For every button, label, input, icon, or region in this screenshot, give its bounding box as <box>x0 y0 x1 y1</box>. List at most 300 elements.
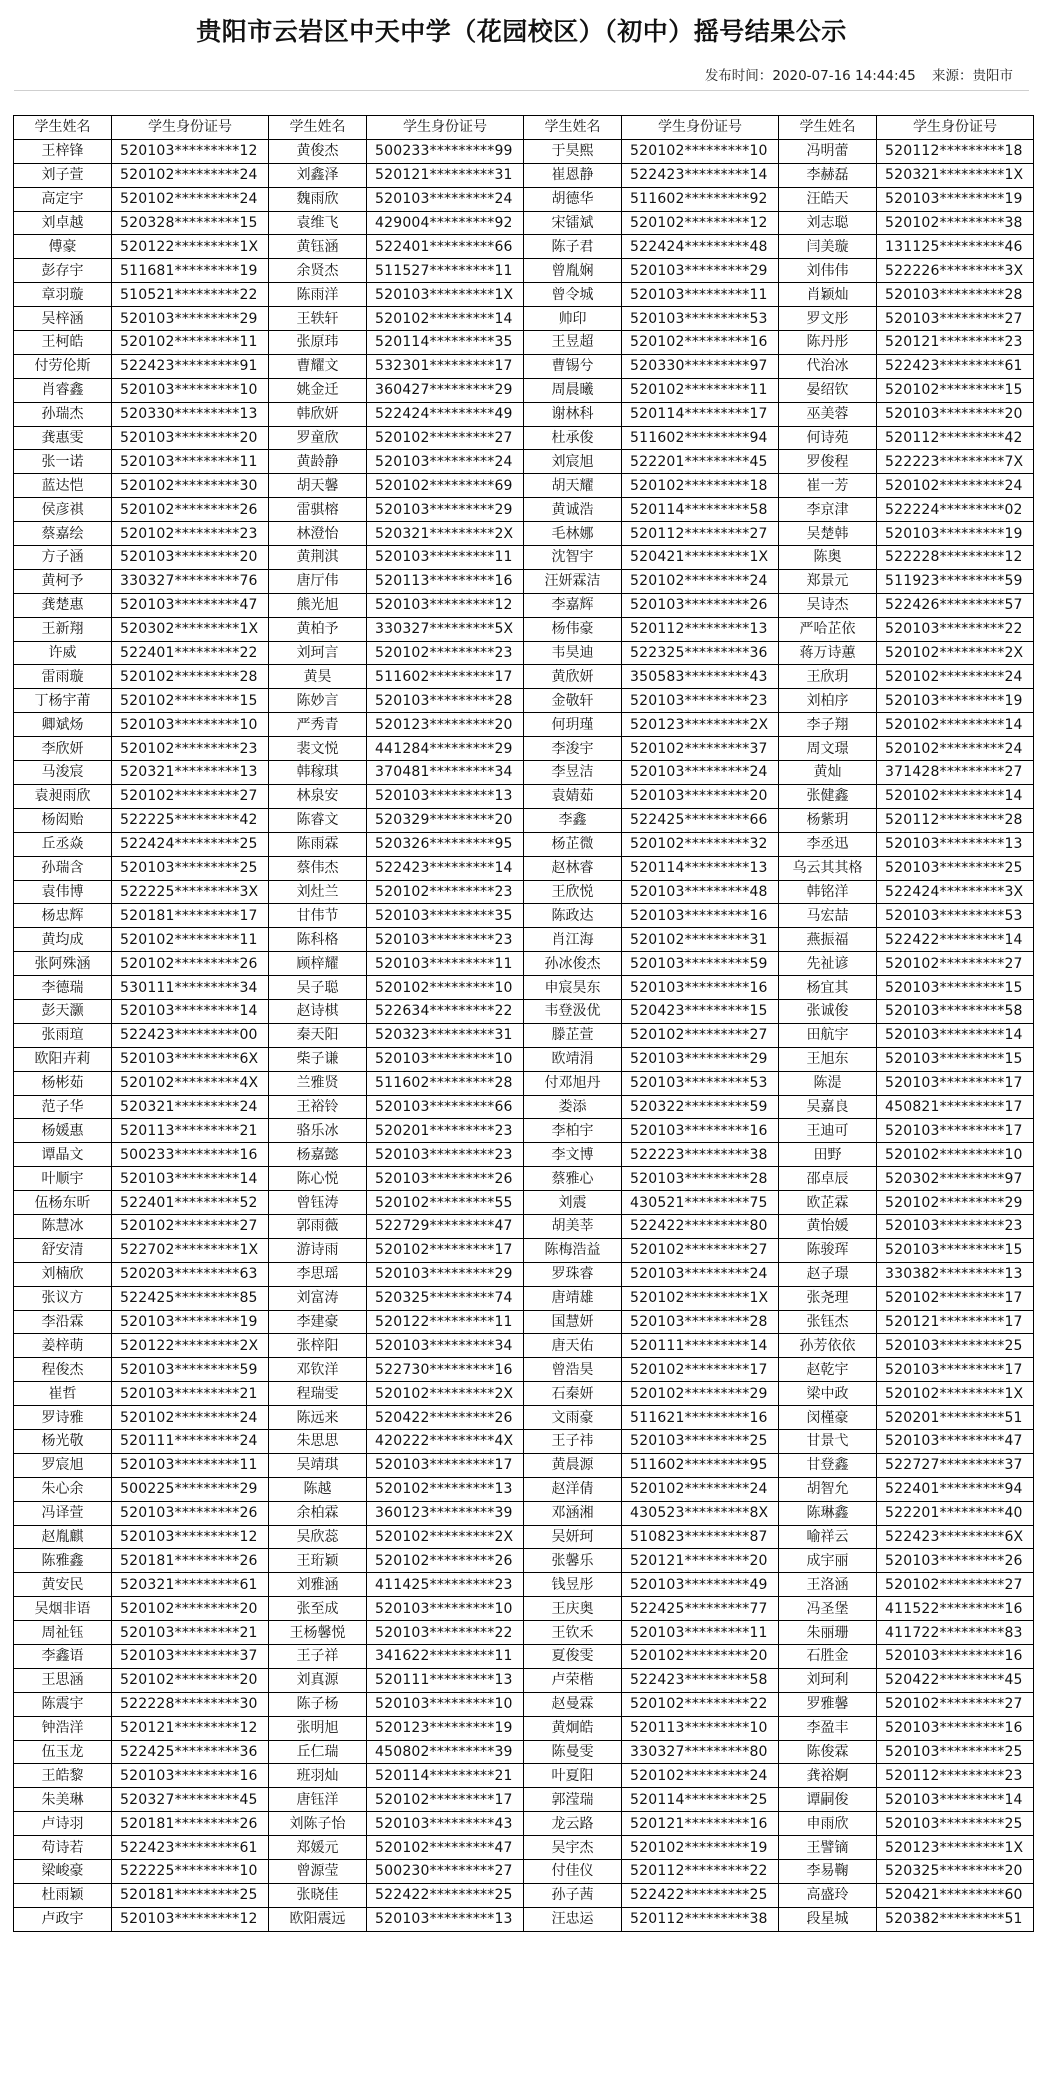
student-id-cell: 520102*********24 <box>622 1764 779 1788</box>
student-name-cell: 王皓黎 <box>14 1764 112 1788</box>
student-name-cell: 金敬轩 <box>524 689 622 713</box>
student-id-cell: 522425*********36 <box>112 1740 269 1764</box>
student-id-cell: 522423*********14 <box>367 856 524 880</box>
table-row <box>14 1812 1034 1836</box>
student-id-cell: 520382*********51 <box>877 1907 1034 1931</box>
student-name-cell: 韩铭洋 <box>779 880 877 904</box>
student-id-cell: 520103*********28 <box>622 1167 779 1191</box>
student-id-cell: 520103*********53 <box>622 1071 779 1095</box>
student-id-cell: 430521*********75 <box>622 1191 779 1215</box>
student-name-cell: 曾浩昊 <box>524 1358 622 1382</box>
student-name-cell: 娄添 <box>524 1095 622 1119</box>
student-name-cell: 雷骐榕 <box>269 498 367 522</box>
student-name-cell: 刘宸旭 <box>524 450 622 474</box>
table-row <box>14 1214 1034 1238</box>
student-id-cell: 520102*********20 <box>112 1597 269 1621</box>
student-name-cell: 朱丽珊 <box>779 1621 877 1645</box>
student-id-cell: 520103*********11 <box>367 952 524 976</box>
student-name-cell: 刘真源 <box>269 1668 367 1692</box>
student-name-cell: 朱美琳 <box>14 1788 112 1812</box>
student-id-cell: 330382*********13 <box>877 1262 1034 1286</box>
student-name-cell: 先祉谚 <box>779 952 877 976</box>
student-id-cell: 520103*********23 <box>877 1214 1034 1238</box>
student-name-cell: 甘伟节 <box>269 904 367 928</box>
student-id-cell: 520103*********59 <box>622 952 779 976</box>
student-name-cell: 付邓旭丹 <box>524 1071 622 1095</box>
student-id-cell: 520102*********13 <box>367 1477 524 1501</box>
student-name-cell: 李昱洁 <box>524 761 622 785</box>
student-name-cell: 曾胤娴 <box>524 259 622 283</box>
student-name-cell: 郭雨薇 <box>269 1214 367 1238</box>
student-id-cell: 520114*********21 <box>367 1764 524 1788</box>
student-name-cell: 杨闳贻 <box>14 808 112 832</box>
student-id-cell: 330327*********76 <box>112 569 269 593</box>
table-row <box>14 1406 1034 1430</box>
student-id-cell: 520103*********66 <box>367 1095 524 1119</box>
table-row <box>14 1095 1034 1119</box>
table-row <box>14 474 1034 498</box>
student-name-cell: 刘灶兰 <box>269 880 367 904</box>
student-id-cell: 520103*********16 <box>622 1119 779 1143</box>
student-id-cell: 520321*********61 <box>112 1573 269 1597</box>
student-id-cell: 520102*********24 <box>877 665 1034 689</box>
student-name-cell: 张阿殊涵 <box>14 952 112 976</box>
table-row <box>14 569 1034 593</box>
student-id-cell: 520327*********45 <box>112 1788 269 1812</box>
student-name-cell: 叶顺宇 <box>14 1167 112 1191</box>
table-row <box>14 1836 1034 1860</box>
student-name-cell: 陈科格 <box>269 928 367 952</box>
table-row <box>14 1262 1034 1286</box>
table-row <box>14 856 1034 880</box>
student-id-cell: 520102*********26 <box>367 1549 524 1573</box>
table-row <box>14 952 1034 976</box>
student-name-cell: 刘震 <box>524 1191 622 1215</box>
student-name-cell: 张诚俊 <box>779 999 877 1023</box>
student-name-cell: 舒安清 <box>14 1238 112 1262</box>
student-id-cell: 520102*********14 <box>877 784 1034 808</box>
student-id-cell: 520103*********35 <box>367 904 524 928</box>
page-title: 贵阳市云岩区中天中学（花园校区）（初中）摇号结果公示 <box>196 17 847 46</box>
student-name-cell: 王杨馨悦 <box>269 1621 367 1645</box>
student-id-cell: 520114*********35 <box>367 331 524 355</box>
student-name-cell: 王欣玥 <box>779 665 877 689</box>
student-id-cell: 511602*********28 <box>367 1071 524 1095</box>
student-name-cell: 欧阳震远 <box>269 1907 367 1931</box>
student-id-cell: 520102*********24 <box>877 737 1034 761</box>
student-id-cell: 522423*********00 <box>112 1023 269 1047</box>
student-id-cell: 520102*********10 <box>367 976 524 1000</box>
student-name-cell: 成宇丽 <box>779 1549 877 1573</box>
student-name-cell: 陈妙言 <box>269 689 367 713</box>
student-id-cell: 520103*********23 <box>367 928 524 952</box>
student-id-cell: 520123*********20 <box>367 713 524 737</box>
student-name-cell: 林泉安 <box>269 784 367 808</box>
student-id-cell: 520103*********25 <box>877 1740 1034 1764</box>
student-id-cell: 522422*********25 <box>622 1883 779 1907</box>
student-id-cell: 520102*********18 <box>622 474 779 498</box>
table-row <box>14 1334 1034 1358</box>
table-body <box>14 139 1034 1931</box>
student-id-cell: 520102*********38 <box>877 211 1034 235</box>
student-name-cell: 林澄怡 <box>269 522 367 546</box>
student-id-cell: 522423*********91 <box>112 354 269 378</box>
student-id-cell: 429004*********92 <box>367 211 524 235</box>
student-id-cell: 520103*********12 <box>112 1525 269 1549</box>
student-id-cell: 520201*********51 <box>877 1406 1034 1430</box>
student-name-cell: 张馨乐 <box>524 1549 622 1573</box>
student-id-cell: 520102*********28 <box>112 665 269 689</box>
student-name-cell: 孙瑞含 <box>14 856 112 880</box>
table-row <box>14 163 1034 187</box>
student-id-cell: 520103*********11 <box>622 1621 779 1645</box>
student-name-cell: 赵诗棋 <box>269 999 367 1023</box>
student-name-cell: 黄均成 <box>14 928 112 952</box>
student-name-cell: 陈子君 <box>524 235 622 259</box>
student-id-cell: 520103*********25 <box>877 1812 1034 1836</box>
student-id-cell: 520103*********28 <box>622 1310 779 1334</box>
student-name-cell: 张钰杰 <box>779 1310 877 1334</box>
student-name-cell: 黄诚浩 <box>524 498 622 522</box>
student-name-cell: 黄晨源 <box>524 1453 622 1477</box>
student-id-cell: 520102*********23 <box>367 880 524 904</box>
student-name-cell: 申宸昊东 <box>524 976 622 1000</box>
student-id-cell: 511527*********11 <box>367 259 524 283</box>
student-name-cell: 刘卓越 <box>14 211 112 235</box>
student-id-cell: 522401*********22 <box>112 641 269 665</box>
student-id-cell: 520102*********24 <box>622 1477 779 1501</box>
student-name-cell: 王欣悦 <box>524 880 622 904</box>
table-row <box>14 1764 1034 1788</box>
student-name-cell: 王轶轩 <box>269 307 367 331</box>
student-name-cell: 杨宜其 <box>779 976 877 1000</box>
student-id-cell: 520103*********6X <box>112 1047 269 1071</box>
divider <box>14 90 1029 91</box>
student-name-cell: 肖睿鑫 <box>14 378 112 402</box>
student-id-cell: 520103*********23 <box>367 1143 524 1167</box>
table-row <box>14 1286 1034 1310</box>
student-name-cell: 孙芳依依 <box>779 1334 877 1358</box>
student-id-cell: 520103*********17 <box>877 1071 1034 1095</box>
student-id-cell: 520102*********27 <box>877 1573 1034 1597</box>
student-name-cell: 曾令城 <box>524 283 622 307</box>
table-row <box>14 689 1034 713</box>
student-id-cell: 522424*********48 <box>622 235 779 259</box>
table-row <box>14 331 1034 355</box>
source-label: 来源： <box>932 68 973 84</box>
student-id-cell: 520181*********17 <box>112 904 269 928</box>
student-id-cell: 520102*********1X <box>877 1382 1034 1406</box>
student-id-cell: 520302*********97 <box>877 1167 1034 1191</box>
table-row <box>14 1143 1034 1167</box>
student-name-cell: 孙瑞杰 <box>14 402 112 426</box>
student-id-cell: 520103*********19 <box>877 187 1034 211</box>
student-id-cell: 522401*********66 <box>367 235 524 259</box>
student-name-cell: 邵卓辰 <box>779 1167 877 1191</box>
student-name-cell: 周文璟 <box>779 737 877 761</box>
student-name-cell: 燕振福 <box>779 928 877 952</box>
table-row <box>14 1716 1034 1740</box>
student-name-cell: 吴靖琪 <box>269 1453 367 1477</box>
table-row <box>14 354 1034 378</box>
student-name-cell: 田航宇 <box>779 1023 877 1047</box>
student-name-cell: 黄俊杰 <box>269 139 367 163</box>
student-name-cell: 刘鑫泽 <box>269 163 367 187</box>
student-id-cell: 520103*********49 <box>622 1573 779 1597</box>
student-name-cell: 许威 <box>14 641 112 665</box>
student-id-cell: 520102*********47 <box>367 1836 524 1860</box>
student-name-cell: 黄钰涵 <box>269 235 367 259</box>
student-name-cell: 谭晶文 <box>14 1143 112 1167</box>
student-name-cell: 郭滢瑞 <box>524 1788 622 1812</box>
student-id-cell: 520422*********45 <box>877 1668 1034 1692</box>
student-name-cell: 李建豪 <box>269 1310 367 1334</box>
student-name-cell: 张明旭 <box>269 1716 367 1740</box>
student-name-cell: 于昊熙 <box>524 139 622 163</box>
student-name-cell: 刘雅涵 <box>269 1573 367 1597</box>
student-name-cell: 黄昊 <box>269 665 367 689</box>
student-id-cell: 522228*********12 <box>877 546 1034 570</box>
table-row <box>14 211 1034 235</box>
student-id-cell: 520103*********29 <box>112 307 269 331</box>
student-name-cell: 杜承俊 <box>524 426 622 450</box>
student-name-cell: 何诗苑 <box>779 426 877 450</box>
student-name-cell: 张晓佳 <box>269 1883 367 1907</box>
student-name-cell: 吴梓涵 <box>14 307 112 331</box>
student-id-cell: 520330*********13 <box>112 402 269 426</box>
student-id-cell: 520103*********10 <box>112 378 269 402</box>
student-id-cell: 520102*********16 <box>622 331 779 355</box>
student-name-cell: 严哈芷依 <box>779 617 877 641</box>
student-name-cell: 喻祥云 <box>779 1525 877 1549</box>
student-id-cell: 520103*********12 <box>112 1907 269 1931</box>
student-id-cell: 520102*********19 <box>622 1836 779 1860</box>
student-id-cell: 520103*********24 <box>622 761 779 785</box>
student-id-cell: 420222*********4X <box>367 1429 524 1453</box>
student-name-cell: 刘志聪 <box>779 211 877 235</box>
student-id-cell: 520102*********12 <box>622 211 779 235</box>
student-id-cell: 520103*********22 <box>367 1621 524 1645</box>
student-id-cell: 520103*********48 <box>622 880 779 904</box>
student-name-cell: 巫美蓉 <box>779 402 877 426</box>
student-name-cell: 姜梓萌 <box>14 1334 112 1358</box>
student-name-cell: 赵曼霖 <box>524 1692 622 1716</box>
student-name-cell: 黄龄静 <box>269 450 367 474</box>
student-name-cell: 张至成 <box>269 1597 367 1621</box>
student-id-cell: 520103*********34 <box>367 1334 524 1358</box>
student-id-cell: 520121*********17 <box>877 1310 1034 1334</box>
student-name-cell: 侯彦祺 <box>14 498 112 522</box>
student-name-cell: 罗文彤 <box>779 307 877 331</box>
student-id-cell: 500233*********16 <box>112 1143 269 1167</box>
student-id-cell: 522730*********16 <box>367 1358 524 1382</box>
student-name-cell: 龚裕婀 <box>779 1764 877 1788</box>
student-id-cell: 520103*********26 <box>622 593 779 617</box>
student-name-cell: 汪忠运 <box>524 1907 622 1931</box>
student-name-cell: 傅豪 <box>14 235 112 259</box>
student-name-cell: 谢林科 <box>524 402 622 426</box>
student-name-cell: 帅印 <box>524 307 622 331</box>
student-name-cell: 李盈丰 <box>779 1716 877 1740</box>
student-name-cell: 李文博 <box>524 1143 622 1167</box>
student-id-cell: 520103*********37 <box>112 1645 269 1669</box>
student-id-cell: 520122*********2X <box>112 1334 269 1358</box>
student-id-cell: 520102*********10 <box>622 139 779 163</box>
student-id-cell: 522422*********14 <box>877 928 1034 952</box>
student-id-cell: 500225*********29 <box>112 1477 269 1501</box>
student-id-cell: 520103*********20 <box>112 426 269 450</box>
student-id-cell: 520103*********13 <box>367 1907 524 1931</box>
student-name-cell: 卿斌炀 <box>14 713 112 737</box>
student-name-cell: 孙冰俊杰 <box>524 952 622 976</box>
student-id-cell: 520102*********26 <box>112 498 269 522</box>
student-id-cell: 522727*********37 <box>877 1453 1034 1477</box>
student-name-cell: 朱心余 <box>14 1477 112 1501</box>
student-id-cell: 522225*********10 <box>112 1860 269 1884</box>
student-id-cell: 520112*********23 <box>877 1764 1034 1788</box>
student-id-cell: 520102*********37 <box>622 737 779 761</box>
student-id-cell: 532301*********17 <box>367 354 524 378</box>
student-name-cell: 朱思思 <box>269 1429 367 1453</box>
table-row <box>14 1023 1034 1047</box>
student-name-cell: 钱昱彤 <box>524 1573 622 1597</box>
student-name-cell: 曹锡兮 <box>524 354 622 378</box>
student-id-cell: 520112*********38 <box>622 1907 779 1931</box>
student-name-cell: 袁昶雨欣 <box>14 784 112 808</box>
student-id-cell: 522225*********3X <box>112 880 269 904</box>
student-name-cell: 韩稼琪 <box>269 761 367 785</box>
student-id-cell: 520103*********19 <box>877 689 1034 713</box>
student-name-cell: 郑景元 <box>779 569 877 593</box>
student-name-cell: 骆乐冰 <box>269 1119 367 1143</box>
student-name-cell: 欧芷霖 <box>779 1191 877 1215</box>
student-name-cell: 陈琳鑫 <box>779 1501 877 1525</box>
student-id-cell: 520102*********17 <box>367 1788 524 1812</box>
results-table <box>13 115 1034 1932</box>
student-id-cell: 520103*********10 <box>112 713 269 737</box>
student-id-cell: 520103*********25 <box>877 856 1034 880</box>
student-name-cell: 秦天阳 <box>269 1023 367 1047</box>
student-id-cell: 522425*********77 <box>622 1597 779 1621</box>
student-id-cell: 520103*********11 <box>112 1453 269 1477</box>
student-id-cell: 522423*********14 <box>622 163 779 187</box>
student-id-cell: 520102*********15 <box>112 689 269 713</box>
student-name-cell: 范子华 <box>14 1095 112 1119</box>
student-name-cell: 刘子萱 <box>14 163 112 187</box>
student-name-cell: 刘楠欣 <box>14 1262 112 1286</box>
student-id-cell: 520102*********23 <box>367 641 524 665</box>
student-name-cell: 崔哲 <box>14 1382 112 1406</box>
student-name-cell: 欧阳卉莉 <box>14 1047 112 1071</box>
student-name-cell: 付劳伦斯 <box>14 354 112 378</box>
student-id-cell: 520112*********27 <box>622 522 779 546</box>
student-name-cell: 陈政达 <box>524 904 622 928</box>
student-name-cell: 罗宸旭 <box>14 1453 112 1477</box>
student-id-cell: 520111*********14 <box>622 1334 779 1358</box>
student-name-cell: 王柯皓 <box>14 331 112 355</box>
table-row <box>14 259 1034 283</box>
student-id-cell: 520102*********27 <box>877 952 1034 976</box>
student-name-cell: 兰雅贤 <box>269 1071 367 1095</box>
student-id-cell: 520114*********13 <box>622 856 779 880</box>
student-id-cell: 520114*********17 <box>622 402 779 426</box>
student-name-cell: 罗诗雅 <box>14 1406 112 1430</box>
table-row <box>14 808 1034 832</box>
table-row <box>14 522 1034 546</box>
student-id-cell: 520103*********14 <box>112 1167 269 1191</box>
student-name-cell: 陈俊霖 <box>779 1740 877 1764</box>
student-id-cell: 520102*********20 <box>112 1668 269 1692</box>
table-row <box>14 999 1034 1023</box>
student-name-cell: 吴欣蕊 <box>269 1525 367 1549</box>
student-name-cell: 杨紫玥 <box>779 808 877 832</box>
table-row <box>14 880 1034 904</box>
student-name-cell: 陈奥 <box>779 546 877 570</box>
student-name-cell: 陈远来 <box>269 1406 367 1430</box>
student-id-cell: 370481*********34 <box>367 761 524 785</box>
student-id-cell: 411522*********16 <box>877 1597 1034 1621</box>
student-name-cell: 王思涵 <box>14 1668 112 1692</box>
student-name-cell: 张梓阳 <box>269 1334 367 1358</box>
student-name-cell: 陈震宇 <box>14 1692 112 1716</box>
header-name-1: 学生姓名 <box>14 116 112 140</box>
student-id-cell: 520103*********58 <box>877 999 1034 1023</box>
student-id-cell: 522424*********25 <box>112 832 269 856</box>
student-id-cell: 520122*********11 <box>367 1310 524 1334</box>
student-id-cell: 520102*********29 <box>877 1191 1034 1215</box>
student-id-cell: 450821*********17 <box>877 1095 1034 1119</box>
table-row <box>14 187 1034 211</box>
table-row <box>14 976 1034 1000</box>
student-id-cell: 341622*********11 <box>367 1645 524 1669</box>
student-name-cell: 姚金迁 <box>269 378 367 402</box>
student-id-cell: 520103*********14 <box>877 1023 1034 1047</box>
student-name-cell: 李浚宇 <box>524 737 622 761</box>
student-name-cell: 王珩颖 <box>269 1549 367 1573</box>
student-id-cell: 360427*********29 <box>367 378 524 402</box>
student-id-cell: 500233*********99 <box>367 139 524 163</box>
student-name-cell: 韩欣妍 <box>269 402 367 426</box>
student-name-cell: 胡天耀 <box>524 474 622 498</box>
student-name-cell: 赵子璟 <box>779 1262 877 1286</box>
student-id-cell: 520103*********26 <box>367 1167 524 1191</box>
student-name-cell: 袁伟博 <box>14 880 112 904</box>
student-id-cell: 522423*********6X <box>877 1525 1034 1549</box>
student-name-cell: 刘陈子怡 <box>269 1812 367 1836</box>
student-id-cell: 520103*********10 <box>367 1047 524 1071</box>
student-id-cell: 520102*********23 <box>112 737 269 761</box>
student-name-cell: 陈曼雯 <box>524 1740 622 1764</box>
student-id-cell: 520103*********14 <box>877 1788 1034 1812</box>
student-id-cell: 522634*********22 <box>367 999 524 1023</box>
student-name-cell: 吴妍珂 <box>524 1525 622 1549</box>
student-id-cell: 520121*********12 <box>112 1716 269 1740</box>
student-name-cell: 毛林娜 <box>524 522 622 546</box>
student-name-cell: 赵林睿 <box>524 856 622 880</box>
student-id-cell: 520103*********29 <box>622 1047 779 1071</box>
student-id-cell: 520421*********60 <box>877 1883 1034 1907</box>
student-id-cell: 520103*********12 <box>367 593 524 617</box>
student-id-cell: 520103*********22 <box>877 617 1034 641</box>
student-id-cell: 520112*********18 <box>877 139 1034 163</box>
student-name-cell: 黄怡媛 <box>779 1214 877 1238</box>
student-name-cell: 代治冰 <box>779 354 877 378</box>
student-id-cell: 520325*********20 <box>877 1860 1034 1884</box>
table-row <box>14 737 1034 761</box>
table-row <box>14 378 1034 402</box>
student-id-cell: 330327*********80 <box>622 1740 779 1764</box>
student-name-cell: 唐天佑 <box>524 1334 622 1358</box>
